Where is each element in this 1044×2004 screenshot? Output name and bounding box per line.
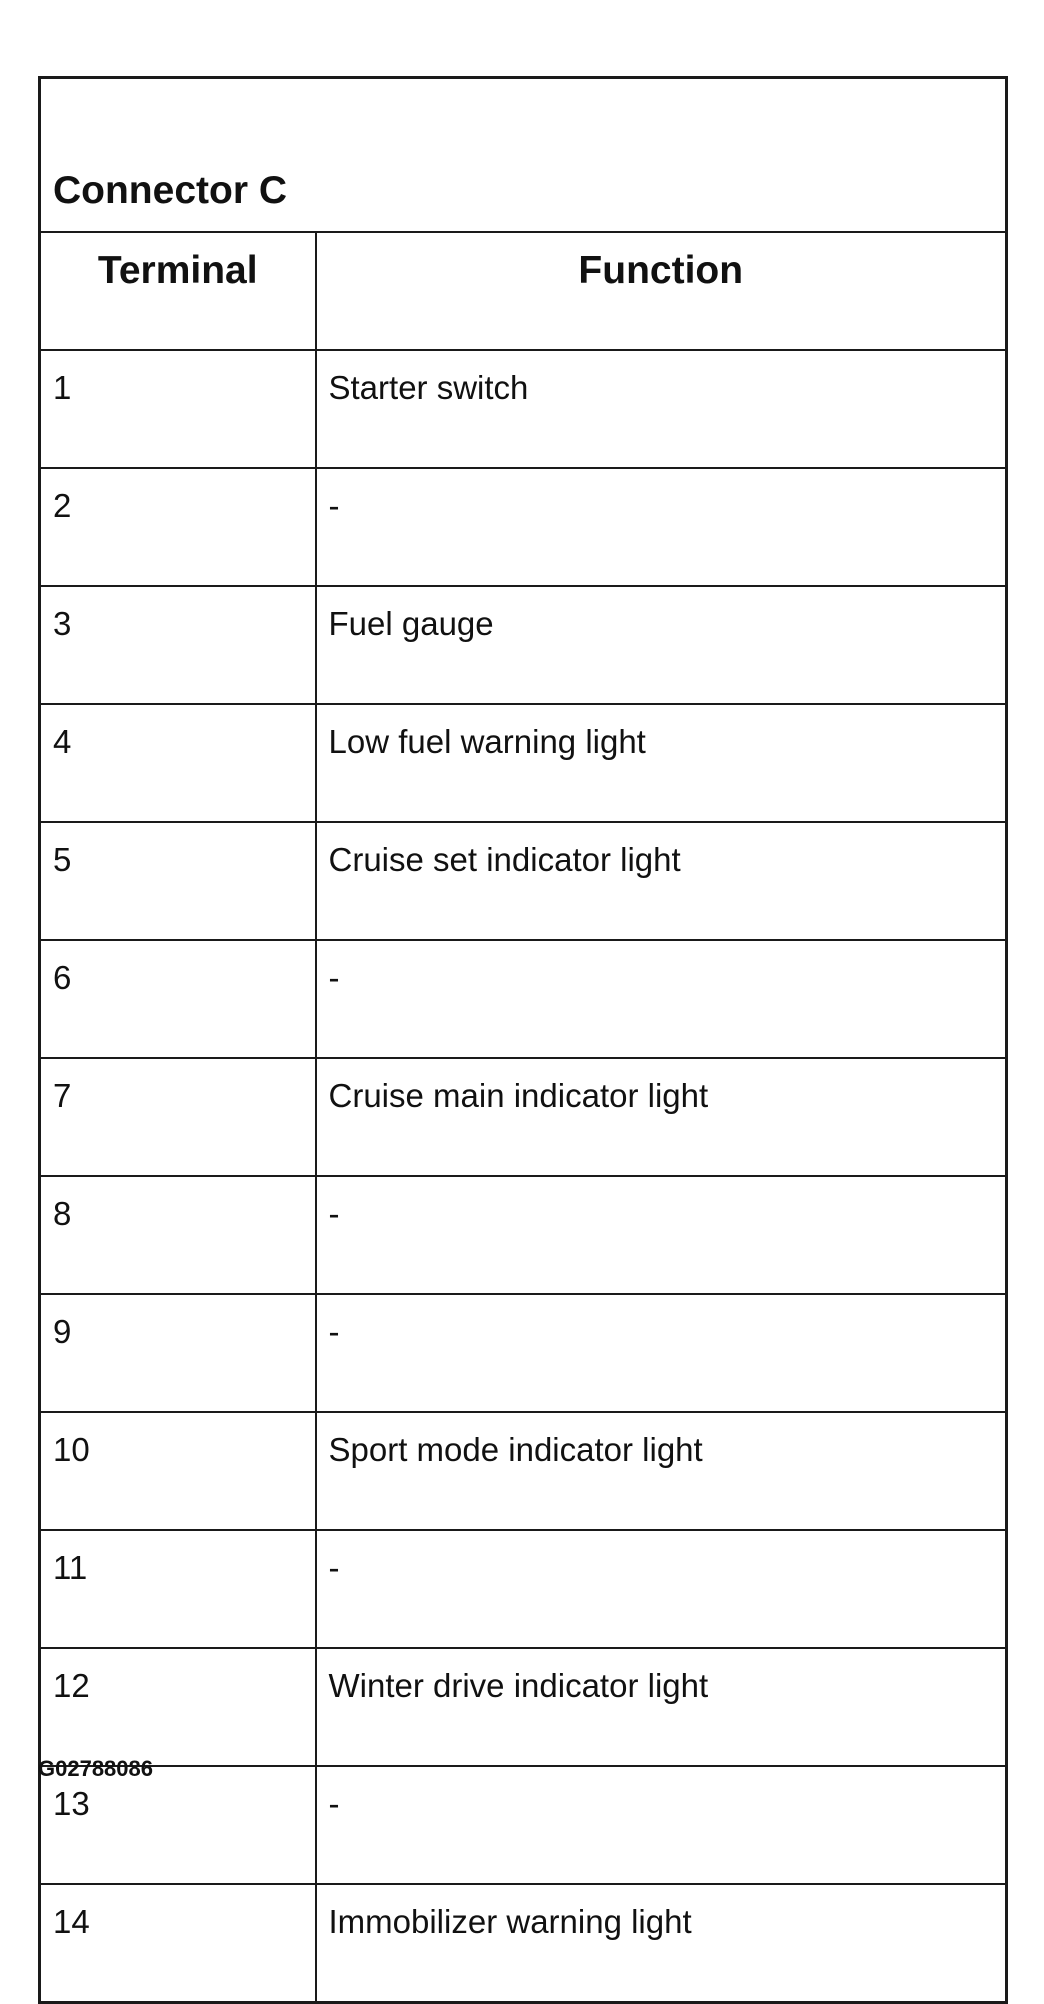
table-row (40, 1176, 1007, 1294)
function-cell: - (316, 1530, 1007, 1648)
terminal-cell: 11 (40, 1530, 316, 1648)
table-row (40, 1648, 1007, 1766)
function-cell: Cruise main indicator light (316, 1058, 1007, 1176)
function-cell: Winter drive indicator light (316, 1648, 1007, 1766)
table-header-row (40, 232, 1007, 350)
table-row (40, 350, 1007, 468)
terminal-cell: 10 (40, 1412, 316, 1530)
function-cell: - (316, 468, 1007, 586)
table-row (40, 1766, 1007, 1884)
table-row (40, 940, 1007, 1058)
table-row (40, 468, 1007, 586)
function-cell: - (316, 1176, 1007, 1294)
terminal-cell: 13 (40, 1766, 316, 1884)
terminal-cell: 8 (40, 1176, 316, 1294)
connector-table (38, 76, 1008, 2004)
table-row (40, 704, 1007, 822)
table-row (40, 1884, 1007, 2003)
terminal-cell: 9 (40, 1294, 316, 1412)
terminal-cell: 6 (40, 940, 316, 1058)
column-header-terminal: Terminal (40, 232, 316, 350)
terminal-cell: 12 (40, 1648, 316, 1766)
function-cell: Fuel gauge (316, 586, 1007, 704)
function-cell: - (316, 1294, 1007, 1412)
terminal-cell: 2 (40, 468, 316, 586)
function-cell: - (316, 940, 1007, 1058)
table-row (40, 1530, 1007, 1648)
function-cell: Cruise set indicator light (316, 822, 1007, 940)
terminal-cell: 5 (40, 822, 316, 940)
column-header-function: Function (316, 232, 1007, 350)
function-cell: Sport mode indicator light (316, 1412, 1007, 1530)
function-cell: - (316, 1766, 1007, 1884)
terminal-cell: 7 (40, 1058, 316, 1176)
table-title: Connector C (40, 78, 1007, 233)
table-title-row (40, 78, 1007, 233)
figure-id: G02788086 (38, 1756, 153, 1781)
terminal-cell: 3 (40, 586, 316, 704)
table-row (40, 586, 1007, 704)
terminal-cell: 1 (40, 350, 316, 468)
table-row (40, 822, 1007, 940)
terminal-cell: 4 (40, 704, 316, 822)
table-row (40, 1058, 1007, 1176)
function-cell: Immobilizer warning light (316, 1884, 1007, 2003)
connector-table-body (40, 78, 1007, 2003)
function-cell: Low fuel warning light (316, 704, 1007, 822)
function-cell: Starter switch (316, 350, 1007, 468)
terminal-cell: 14 (40, 1884, 316, 2003)
table-row (40, 1412, 1007, 1530)
table-row (40, 1294, 1007, 1412)
